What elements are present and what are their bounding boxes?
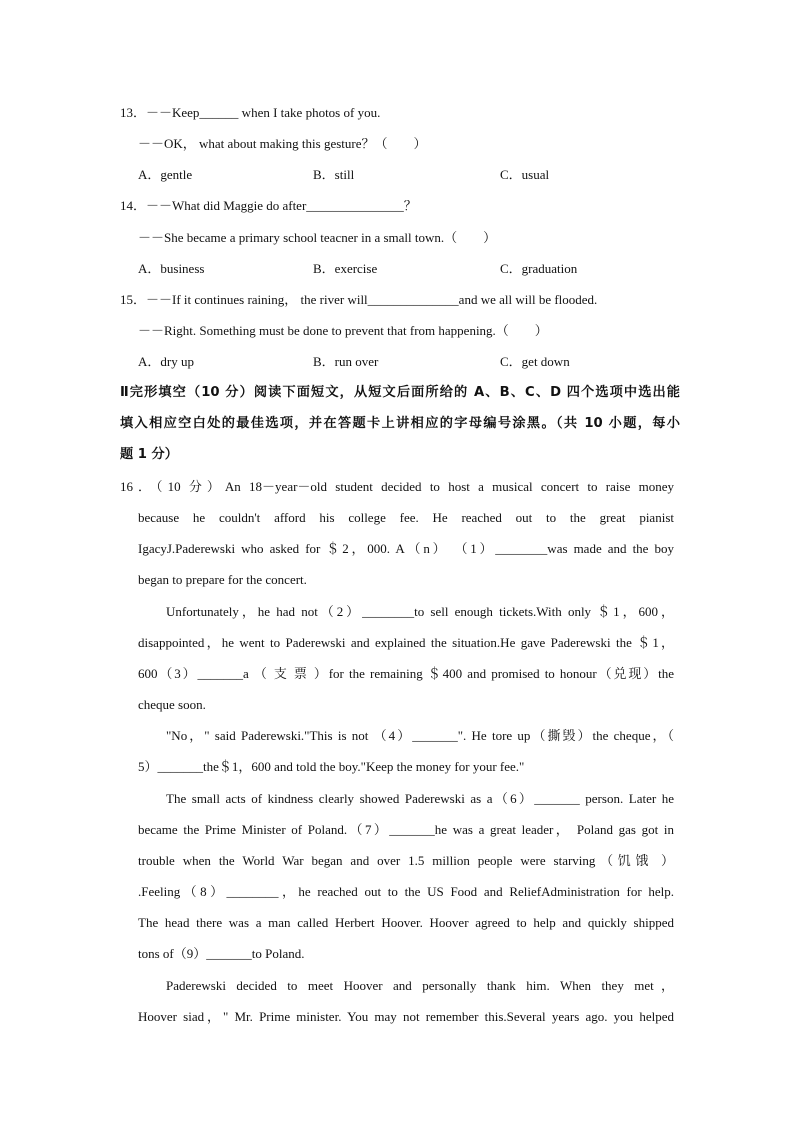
passage-line: IgacyJ.Paderewski who asked for ＄2，000. A（n） （1）________was made and the boy xyxy=(138,541,674,557)
passage-line: The head there was a man called Herbert Hoover. Hoover agreed to help and quickly shipped xyxy=(138,915,674,931)
question-15-option-b: B．run over xyxy=(313,354,379,369)
passage-line: 600（3）_______a （ 支 票 ）for the remaining ＄400 and promised to honour（兑现）the xyxy=(138,666,674,682)
question-13-option-a: A．gentle xyxy=(138,167,193,182)
question-16-first-line: 16．（10 分）An 18－year－old student decided to host a musical concert to raise money xyxy=(120,479,674,494)
question-14-option-c: C．graduation xyxy=(500,261,578,276)
passage-paragraph-3 xyxy=(138,720,674,782)
passage-paragraph-2 xyxy=(138,596,674,720)
question-13-option-b: B．still xyxy=(313,167,355,182)
passage-line: disappointed，he went to Paderewski and explained the situation.He gave Paderewski the ＄1， xyxy=(138,635,674,651)
passage-line: trouble when the World War began and over 1.5 million people were starving（饥饿 ） xyxy=(138,853,674,869)
section-heading-line-3: 题 1 分） xyxy=(120,447,178,462)
question-14-response: －－She became a primary school teacner in a small town.（ ） xyxy=(138,230,497,245)
section-heading-line-2: 填入相应空白处的最佳选项，并在答题卡上讲相应的字母编号涂黑。（共 10 小题，每小 xyxy=(120,416,680,431)
question-14-stem: 14．－－What did Maggie do after_______________？ xyxy=(120,198,417,213)
passage-line: began to prepare for the concert. xyxy=(138,572,307,588)
question-14-option-a: A．business xyxy=(138,261,205,276)
question-13-response: －－OK， what about making this gesture？（ ） xyxy=(138,136,427,151)
question-15-stem: 15．－－If it continues raining， the river will______________and we all will be flooded. xyxy=(120,292,598,307)
passage-line: .Feeling（8）________，he reached out to the US Food and ReliefAdministration for help. xyxy=(138,884,674,900)
passage-paragraph-4 xyxy=(138,783,674,970)
question-15-option-c: C．get down xyxy=(500,354,570,369)
passage-line: Hoover siad，" Mr. Prime minister. You may not remember this.Several years ago. you helped xyxy=(138,1009,674,1025)
question-13-option-c: C．usual xyxy=(500,167,550,182)
passage-line: Unfortunately，he had not（2）________to sell enough tickets.With only ＄1，600， xyxy=(166,604,674,619)
passage-paragraph-1 xyxy=(138,502,674,595)
section-heading-line-1: Ⅱ完形填空（10 分）阅读下面短文，从短文后面所给的 A、B、C、D 四个选项中选出能 xyxy=(120,385,680,400)
passage-line: became the Prime Minister of Poland.（7）_______he was a great leader， Poland gas got in xyxy=(138,822,674,838)
question-15-option-a: A．dry up xyxy=(138,354,194,369)
passage-line: cheque soon. xyxy=(138,697,206,713)
passage-line: Paderewski decided to meet Hoover and personally thank him. When they met， xyxy=(166,978,674,993)
passage-line: The small acts of kindness clearly showed Paderewski as a（6）_______ person. Later he xyxy=(166,791,674,806)
section-heading xyxy=(120,377,680,470)
question-15-response: －－Right. Something must be done to prevent that from happening.（ ） xyxy=(138,323,548,338)
question-14-option-b: B．exercise xyxy=(313,261,378,276)
passage-line: 5）_______the＄1，600 and told the boy."Keep the money for your fee." xyxy=(138,759,525,775)
passage-line: tons of（9）_______to Poland. xyxy=(138,946,305,962)
question-13-stem: 13．－－Keep______ when I take photos of you. xyxy=(120,105,381,120)
passage-line: because he couldn't afford his college fee. He reached out to the great pianist xyxy=(138,510,674,525)
passage-line: "No，" said Paderewski."This is not （4）_______". He tore up（撕毁）the cheque，（ xyxy=(166,728,674,743)
passage-paragraph-5 xyxy=(138,970,674,1032)
